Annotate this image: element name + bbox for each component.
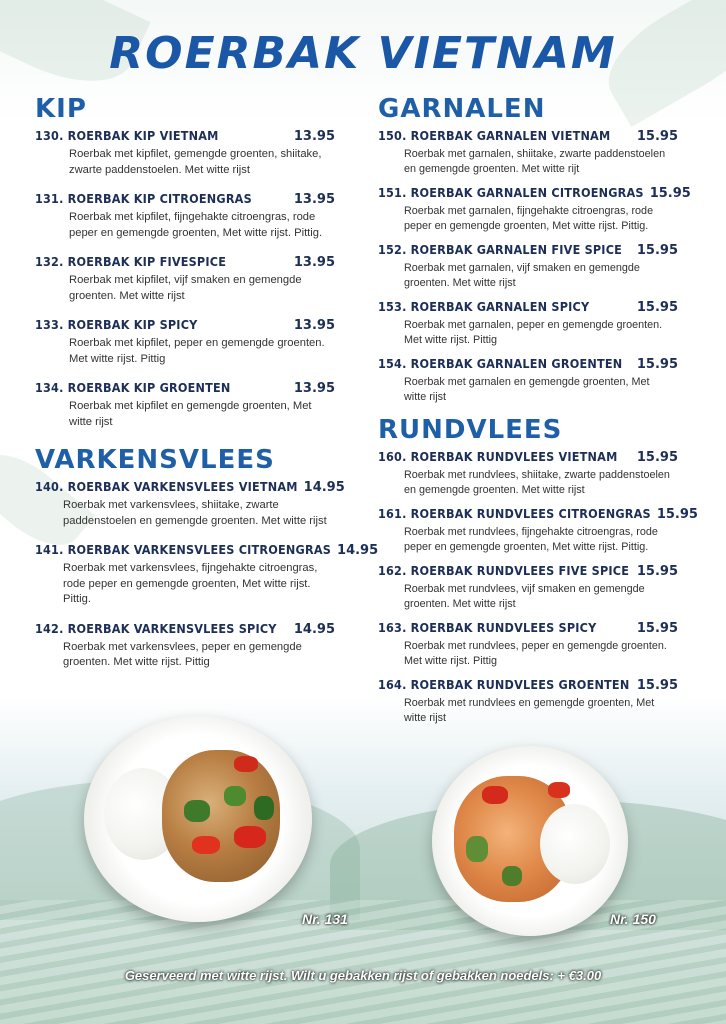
item-description: Roerbak met garnalen, peper en gemengde groenten. Met witte rijst. Pittig (404, 319, 663, 346)
item-description: Roerbak met rundvlees, peper en gemengde groenten. Met witte rijst. Pittig (404, 640, 667, 667)
menu-item (35, 380, 335, 430)
item-price: 13.95 (293, 129, 335, 144)
item-description: Roerbak met kipfilet, gemengde groenten, shiitake, zwarte paddenstoelen. Met witte rijst (69, 148, 322, 176)
broccoli (254, 796, 274, 820)
item-description: Roerbak met rundvlees, shiitake, zwarte paddenstoelen en gemengde groenten. Met witte rijst (404, 469, 670, 496)
right-column (378, 92, 698, 734)
item-description: Roerbak met varkensvlees, shiitake, zwarte paddenstoelen en gemengde groenten. Met witte rijst (63, 499, 327, 527)
item-price: 13.95 (293, 192, 335, 207)
section-rundvlees (378, 413, 698, 725)
rice-portion (540, 804, 610, 884)
item-description: Roerbak met kipfilet en gemengde groenten, Met witte rijst (69, 400, 312, 428)
zucchini (466, 836, 488, 862)
menu-item (378, 620, 678, 668)
item-name: 164. ROERBAK RUNDVLEES GROENTEN (378, 677, 630, 692)
item-price: 13.95 (293, 318, 335, 333)
item-description: Roerbak met garnalen en gemengde groenten, Met witte rijst (404, 376, 650, 403)
item-description: Roerbak met garnalen, vijf smaken en gemengde groenten. Met witte rijst (404, 262, 640, 289)
item-name: 151. ROERBAK GARNALEN CITROENGRAS (378, 185, 644, 200)
red-pepper (548, 782, 570, 798)
item-name: 162. ROERBAK RUNDVLEES FIVE SPICE (378, 563, 630, 578)
item-name: 160. ROERBAK RUNDVLEES VIETNAM (378, 449, 618, 464)
item-name: 150. ROERBAK GARNALEN VIETNAM (378, 128, 611, 143)
red-pepper (482, 786, 508, 804)
item-description: Roerbak met varkensvlees, peper en gemengde groenten. Met witte rijst. Pittig (63, 640, 302, 668)
zucchini (502, 866, 522, 886)
red-pepper (192, 836, 220, 854)
item-name: 132. ROERBAK KIP FIVESPICE (35, 254, 227, 269)
menu-item (35, 191, 335, 241)
broccoli (224, 786, 246, 806)
item-name: 152. ROERBAK GARNALEN FIVE SPICE (378, 242, 623, 257)
red-pepper (234, 756, 258, 772)
item-description: Roerbak met kipfilet, peper en gemengde groenten. Met witte rijst. Pittig (69, 337, 325, 365)
menu-item (378, 356, 678, 404)
item-price: 13.95 (293, 381, 335, 396)
item-price: 15.95 (636, 564, 678, 579)
item-price: 15.95 (636, 621, 678, 636)
item-price: 13.95 (293, 255, 335, 270)
menu-item (35, 621, 335, 671)
item-price: 15.95 (636, 357, 678, 372)
menu-item (378, 677, 678, 725)
item-name: 153. ROERBAK GARNALEN SPICY (378, 299, 590, 314)
section-kip (35, 92, 335, 430)
menu-item (378, 185, 691, 233)
dish-photo-shrimp-vietnam (432, 746, 628, 936)
menu-item (35, 254, 335, 304)
section-varkensvlees (35, 443, 379, 671)
item-price: 14.95 (293, 621, 335, 637)
item-price: 15.95 (636, 450, 678, 465)
menu-item (35, 542, 379, 608)
item-name: 131. ROERBAK KIP CITROENGRAS (35, 191, 252, 206)
item-name: 161. ROERBAK RUNDVLEES CITROENGRAS (378, 506, 651, 521)
menu-item (35, 317, 335, 367)
item-description: Roerbak met garnalen, shiitake, zwarte paddenstoelen en gemengde groenten. Met witte rijt (404, 148, 666, 175)
menu-item (35, 128, 335, 178)
left-column (35, 92, 379, 684)
photo-caption: Nr. 150 (610, 911, 656, 927)
item-price: 15.95 (656, 507, 698, 522)
section-title-kip: KIP (35, 94, 87, 124)
item-description: Roerbak met kipfilet, vijf smaken en gemengde groenten. Met witte rijst (69, 274, 302, 302)
section-title-varkensvlees: VARKENSVLEES (35, 445, 275, 475)
menu-item (378, 128, 678, 176)
item-name: 163. ROERBAK RUNDVLEES SPICY (378, 620, 597, 635)
item-description: Roerbak met garnalen, fijngehakte citroengras, rode peper en gemengde groenten, Met witte rijst. Pittig. (404, 205, 654, 232)
footer-note: Geserveerd met witte rijst. Wilt u gebakken rijst of gebakken noedels: + €3.00 (124, 968, 602, 983)
menu-title: ROERBAK VIETNAM (109, 28, 617, 79)
red-pepper (234, 826, 266, 848)
section-title-rundvlees: RUNDVLEES (378, 415, 563, 445)
section-title-garnalen: GARNALEN (378, 94, 546, 124)
item-price: 15.95 (636, 678, 678, 693)
item-price: 15.95 (636, 300, 678, 315)
item-name: 140. ROERBAK VARKENSVLEES VIETNAM (35, 479, 298, 494)
menu-item (378, 299, 678, 347)
dish-photo-chicken-lemongrass (84, 716, 312, 922)
item-description: Roerbak met kipfilet, fijngehakte citroengras, rode peper en gemengde groenten, Met witte rijst. Pittig. (69, 211, 323, 239)
menu-item (378, 506, 698, 554)
item-name: 154. ROERBAK GARNALEN GROENTEN (378, 356, 623, 371)
menu-item (378, 449, 678, 497)
item-price: 14.95 (337, 543, 379, 558)
item-description: Roerbak met rundvlees, vijf smaken en gemengde groenten. Met witte rijst (404, 583, 645, 610)
item-price: 15.95 (636, 129, 678, 144)
item-name: 141. ROERBAK VARKENSVLEES CITROENGRAS (35, 542, 332, 557)
item-price: 15.95 (649, 186, 691, 201)
item-description: Roerbak met rundvlees en gemengde groenten, Met witte rijst (404, 697, 655, 724)
menu-item (378, 563, 678, 611)
item-description: Roerbak met rundvlees, fijngehakte citroengras, rode peper en gemengde groenten, Met witte rijst. Pittig. (404, 526, 658, 553)
menu-item (378, 242, 678, 290)
item-name: 133. ROERBAK KIP SPICY (35, 317, 198, 332)
menu-item (35, 479, 345, 529)
item-price: 15.95 (636, 243, 678, 258)
item-price: 14.95 (303, 480, 345, 495)
photo-caption: Nr. 131 (302, 911, 348, 927)
item-description: Roerbak met varkensvlees, fijngehakte citroengras, rode peper en gemengde groenten, Met witte rijst. Pittig. (63, 562, 318, 605)
item-name: 134. ROERBAK KIP GROENTEN (35, 380, 231, 395)
broccoli (184, 800, 210, 822)
section-garnalen (378, 92, 691, 404)
item-name: 130. ROERBAK KIP VIETNAM (35, 128, 219, 143)
item-name: 142. ROERBAK VARKENSVLEES SPICY (35, 620, 277, 636)
